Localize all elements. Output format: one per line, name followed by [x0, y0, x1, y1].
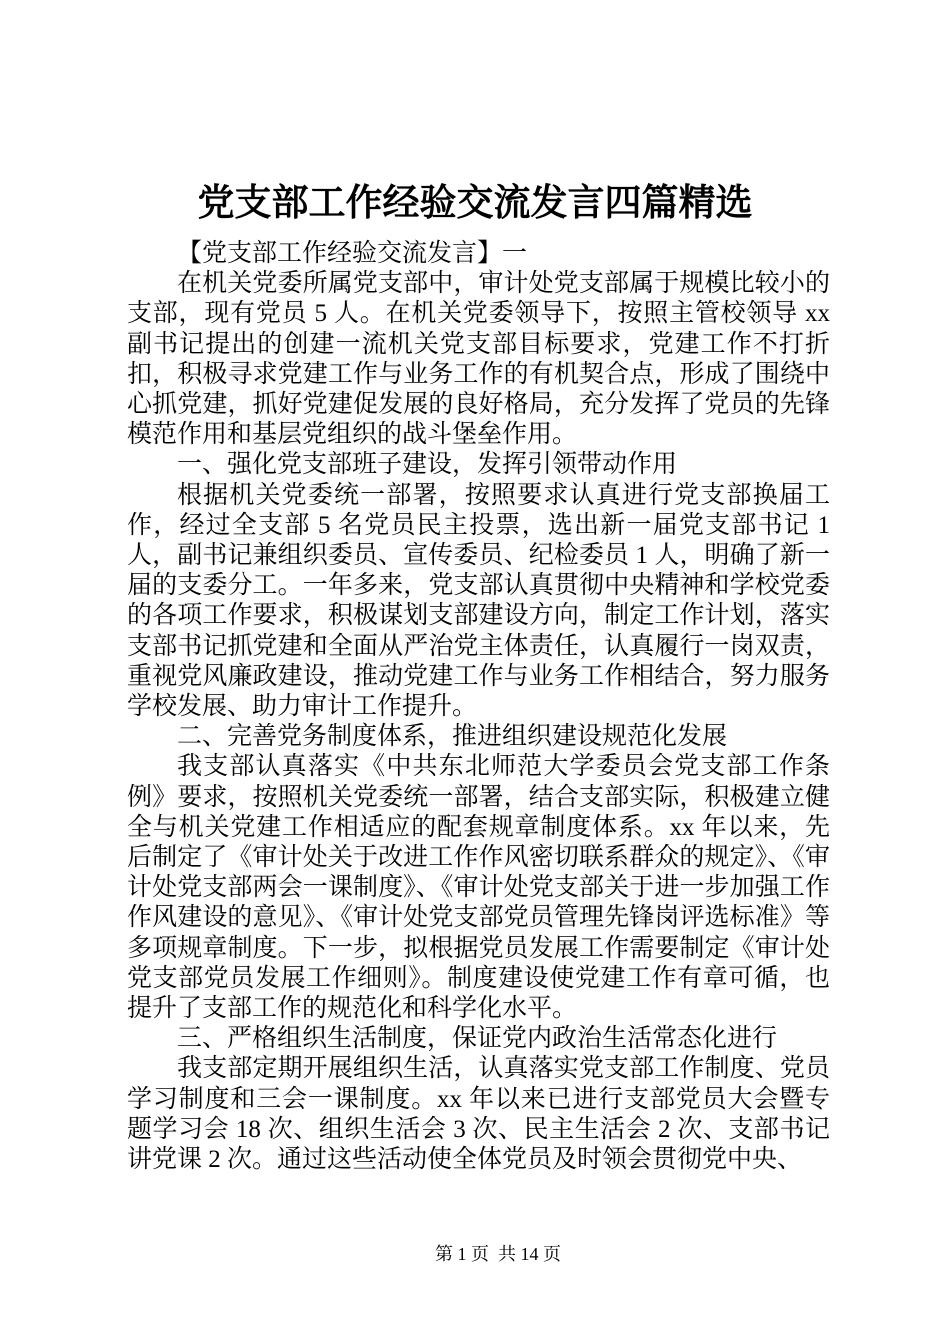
intro-label: 【党支部工作经验交流发言】一 — [177, 240, 528, 267]
section-heading-2: 二、完善党务制度体系，推进组织建设规范化发展 — [177, 723, 728, 751]
paragraph-section-2: 我支部认真落实《中共东北师范大学委员会党支部工作条例》要求，按照机关党委统一部署，结合支部实际，积极建立健全与机关党建工作相适应的配套规章制度体系。xx 年以来，先后制定了《审计处关于改进工作作风密切联系群众的规定》、《审计处党支部两会一课制度》、《审计处党支部关于进一步加强工作作风建设的意见》、《审计处党支部党员管理先锋岗评选标准》等多项规章制度。下一步，拟根据党员发展工作需要制定《审计处党支部党员发展工作细则》。制度建设使党建工作有章可循，也提升了支部工作的规范化和科学化水平。 — [127, 753, 830, 1023]
page-number-indicator: 第 1 页 共 14 页 — [435, 1244, 561, 1264]
paragraph-section-3: 我支部定期开展组织生活，认真落实党支部工作制度、党员学习制度和三会一课制度。xx 年以来已进行支部党员大会暨专题学习会 18 次、组织生活会 3 次、民主生活会 2 次、支部书记讲党课 2 次。通过这些活动使全体党员及时领会贯彻党中央、 — [127, 1055, 830, 1174]
section-heading-1: 一、强化党支部班子建设，发挥引领带动作用 — [177, 451, 678, 479]
section-heading-3: 三、严格组织生活制度，保证党内政治生活常态化进行 — [177, 1025, 778, 1053]
paragraph-section-1: 根据机关党委统一部署，按照要求认真进行党支部换届工作，经过全支部 5 名党员民主投票，选出新一届党支部书记 1 人，副书记兼组织委员、宣传委员、纪检委员 1 人，明确了新一届的支委分工。一年多来，党支部认真贯彻中央精神和学校党委的各项工作要求，积极谋划支部建设方向，制定工作计划，落实支部书记抓党建和全面从严治党主体责任，认真履行一岗双责，重视党风廉政建设，推动党建工作与业务工作相结合，努力服务学校发展、助力审计工作提升。 — [127, 481, 830, 721]
paragraph-intro: 在机关党委所属党支部中，审计处党支部属于规模比较小的支部，现有党员 5 人。在机关党委领导下，按照主管校领导 xx 副书记提出的创建一流机关党支部目标要求，党建工作不打折扣，积极寻求党建工作与业务工作的有机契合点，形成了围绕中心抓党建，抓好党建促发展的良好格局，充分发挥了党员的先锋模范作用和基层党组织的战斗堡垒作用。 — [127, 270, 830, 449]
document-body — [127, 239, 830, 1175]
document-title: 党支部工作经验交流发言四篇精选 — [197, 183, 753, 224]
